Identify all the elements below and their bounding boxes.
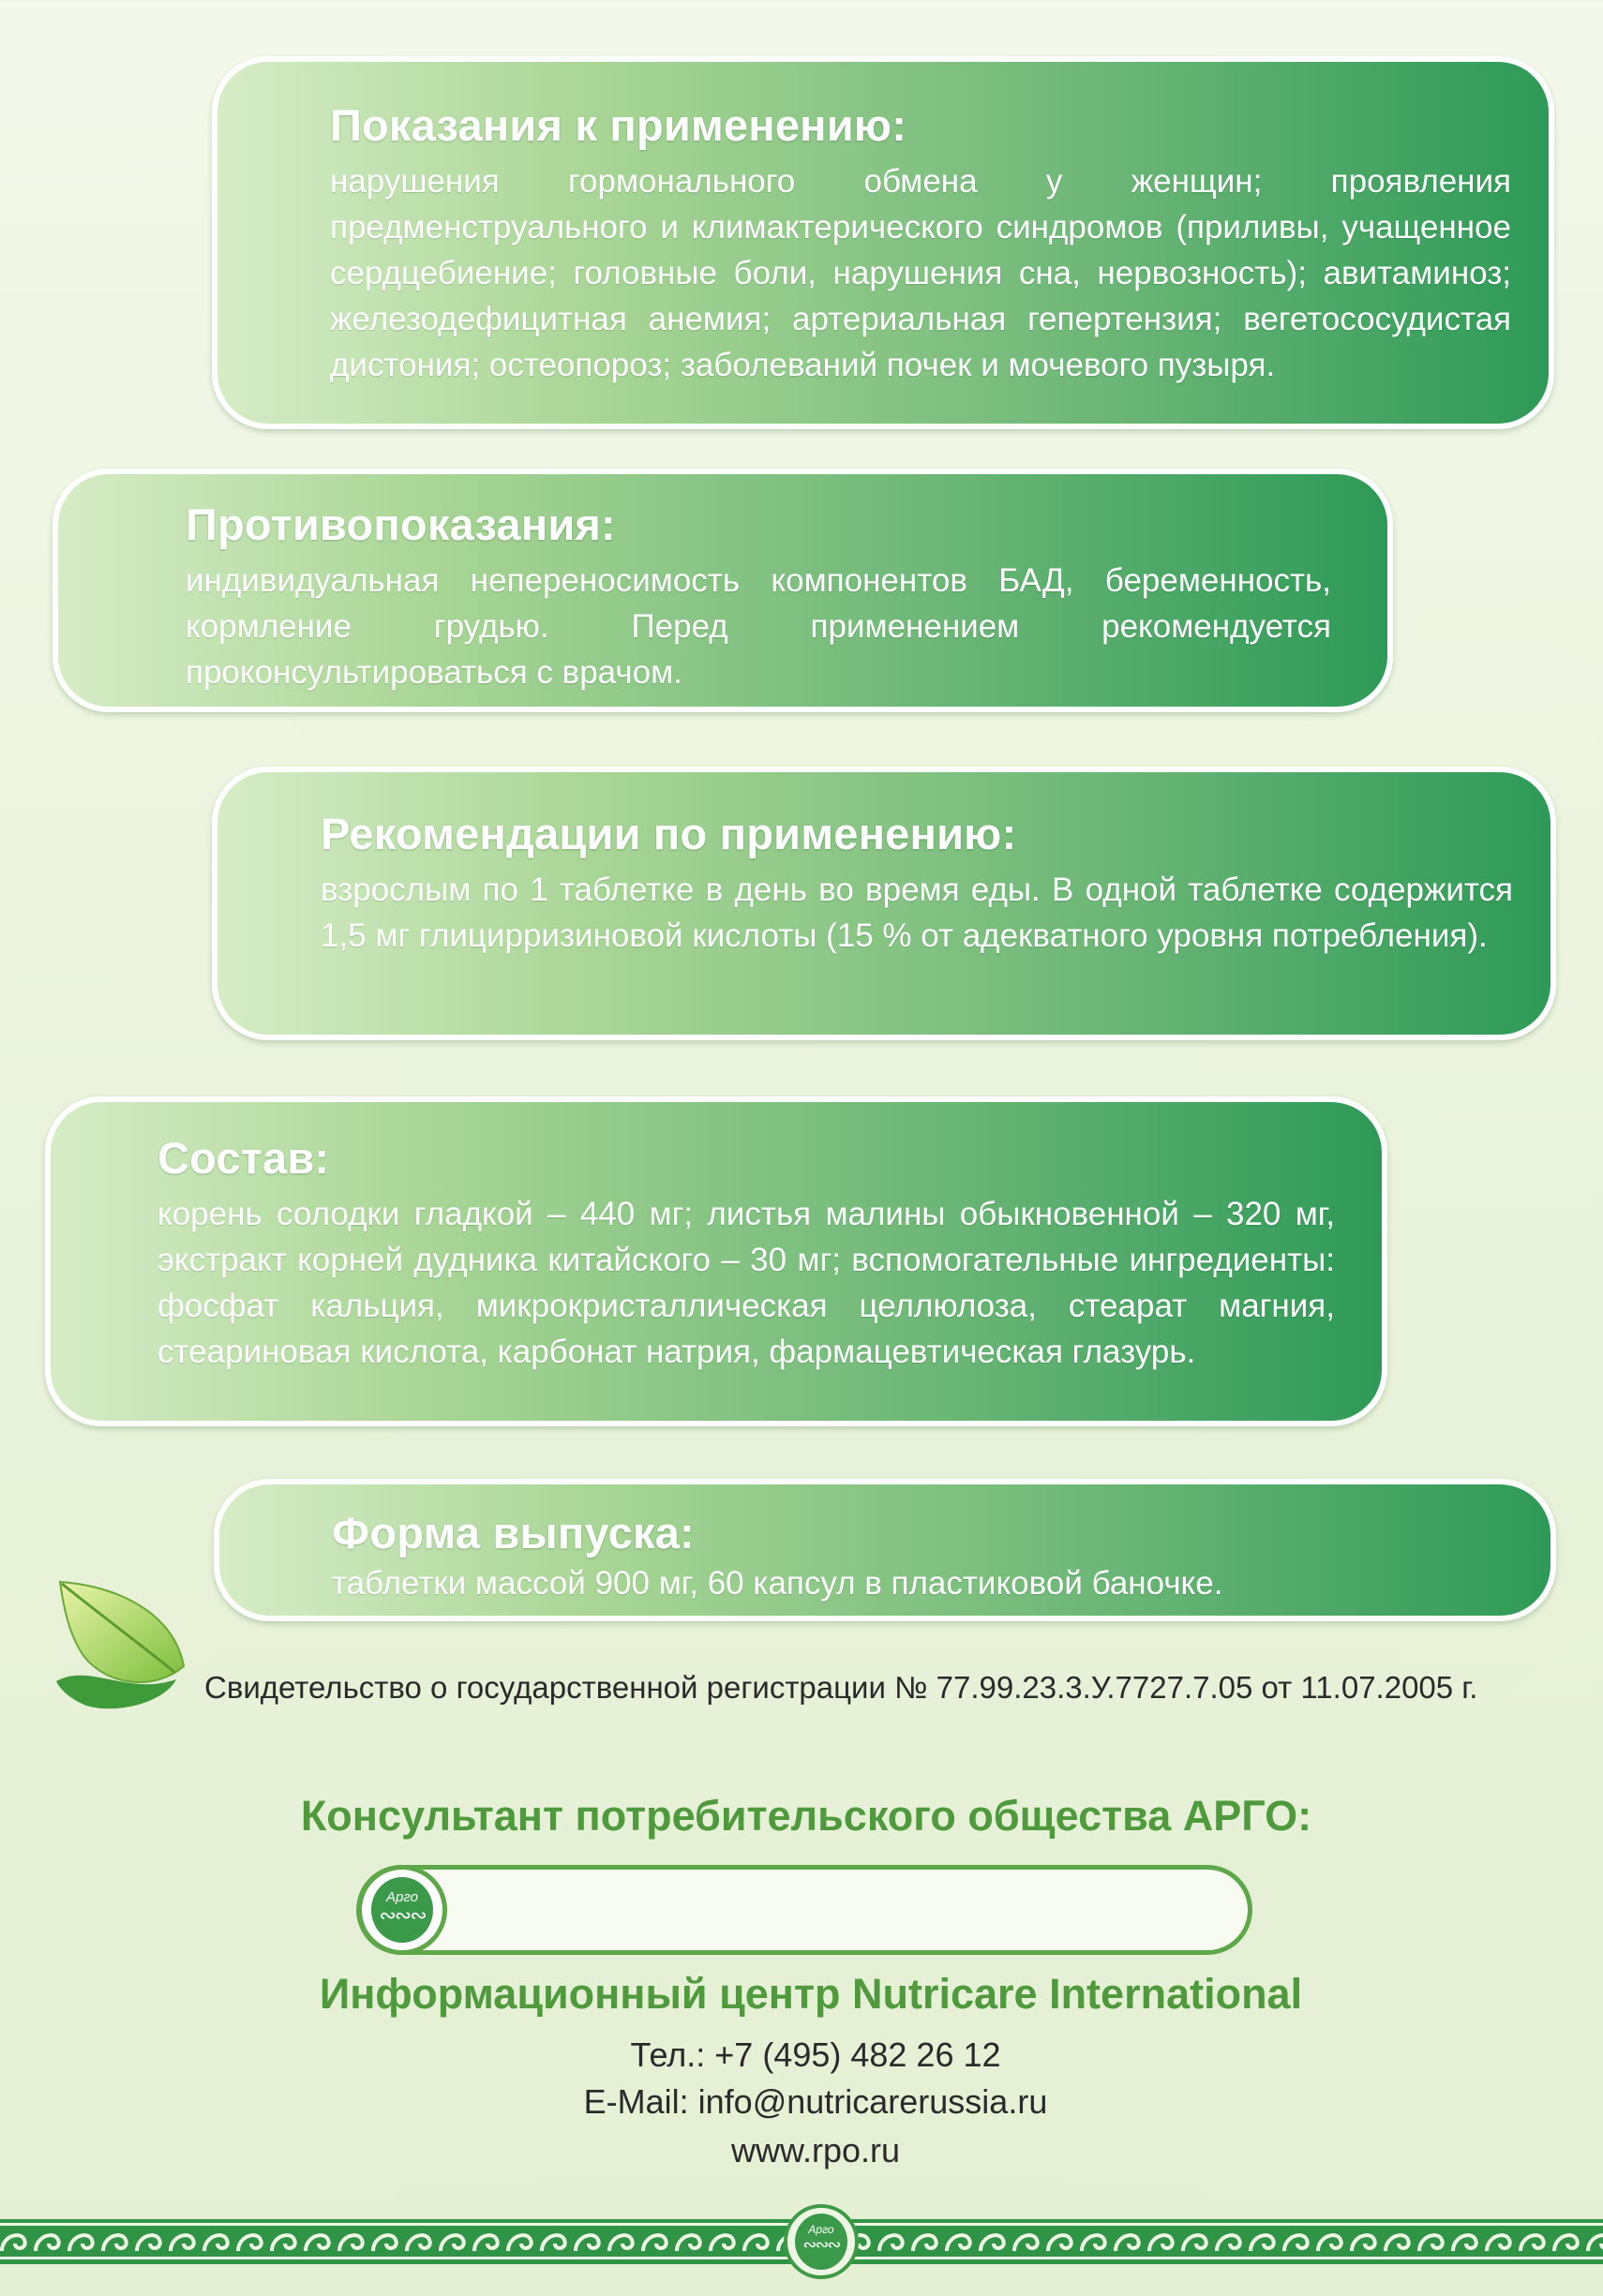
- contraindications-text: индивидуальная непереносимость компонентов БАД, беременность, кормление грудью. Перед применением рекомендуется проконсультироваться с врачом.: [186, 562, 1331, 691]
- registration-certificate: Свидетельство о государственной регистрации № 77.99.23.3.У.7727.7.05 от 11.07.2005 г.: [204, 1670, 1478, 1705]
- bottom-logo-text: Арго: [808, 2223, 834, 2236]
- info-center-title: Информационный центр Nutricare International: [319, 1970, 1303, 2018]
- argo-logo-text: Арго: [386, 1889, 418, 1905]
- composition-title: Состав:: [157, 1133, 330, 1183]
- wave-icon: ∾∾∾: [379, 1903, 426, 1927]
- release-form-title: Форма выпуска:: [332, 1508, 695, 1558]
- indications-title: Показания к применению:: [330, 100, 907, 150]
- consultant-field: [356, 1865, 1252, 1955]
- release-form-card: [214, 1479, 1556, 1621]
- recommendations-card: [212, 767, 1556, 1040]
- email-address: E-Mail: info@nutricarerussia.ru: [583, 2082, 1048, 2121]
- recommendations-text: взрослым по 1 таблетке в день во время еды. В одной таблетке содержится 1,5 мг глицирризиновой кислоты (15 % от адекватного уровня потребления).: [321, 872, 1513, 954]
- release-form-text: таблетки массой 900 мг, 60 капсул в пластиковой баночке.: [332, 1565, 1223, 1602]
- website-link: www.rpo.ru: [730, 2131, 901, 2169]
- consultant-title: Консультант потребительского общества АРГО:: [300, 1792, 1312, 1840]
- composition-card: [45, 1096, 1387, 1426]
- recommendations-title: Рекомендации по применению:: [321, 809, 1017, 858]
- contraindications-title: Противопоказания:: [186, 499, 616, 549]
- indications-card: [212, 56, 1554, 429]
- composition-text: корень солодки гладкой – 440 мг; листья малины обыкновенной – 320 мг, экстракт корней дудника китайского – 30 мг; вспомогательные ингредиенты: фосфат кальция, микрокристаллическая целлюлоза, стеарат магния, стеариновая кислота, карбонат натрия, фармацевтическая глазурь.: [157, 1196, 1335, 1370]
- leaf-icon: [52, 1576, 193, 1711]
- phone-number: Тел.: +7 (495) 482 26 12: [630, 2035, 1001, 2074]
- indications-text: нарушения гормонального обмена у женщин; проявления предменструального и климактерического синдромов (приливы, учащенное сердцебиение; головные боли, нарушения сна, нервозность); авитаминоз; железодефицитная анемия; артериальная гепертензия; вегетососудистая дистония; остеопороз; заболеваний почек и мочевого пузыря.: [330, 163, 1511, 383]
- argo-logo: [357, 1865, 447, 1955]
- wave-icon: ∾∾∾: [802, 2235, 840, 2254]
- contraindications-card: [52, 469, 1393, 712]
- bottom-argo-logo: [784, 2204, 859, 2279]
